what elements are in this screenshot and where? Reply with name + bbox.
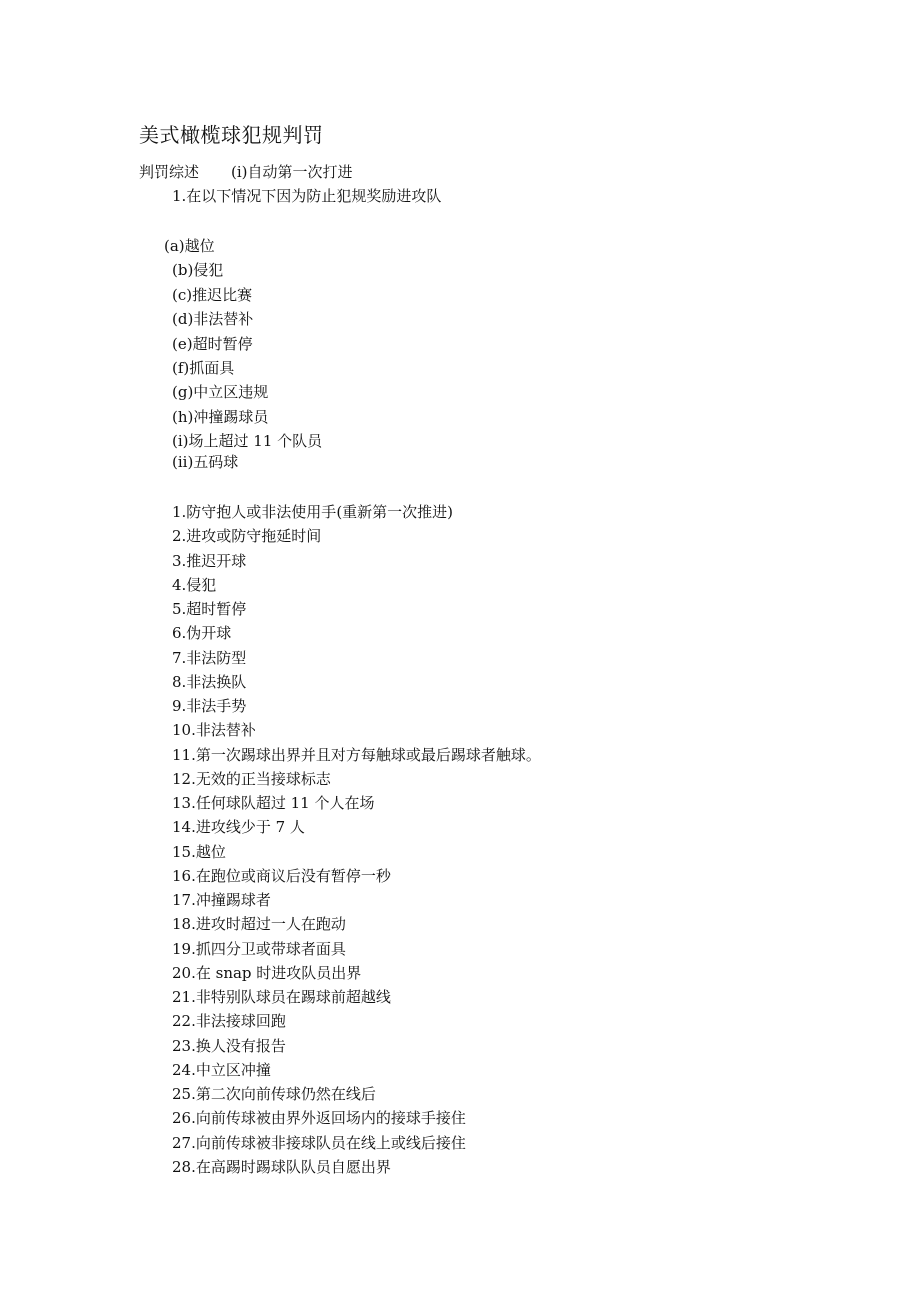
list-item: (i)场上超过 11 个队员 [172, 432, 323, 451]
list-item: 28.在高踢时踢球队队员自愿出界 [172, 1157, 391, 1176]
list-item: 1.防守抱人或非法使用手(重新第一次推进) [172, 503, 454, 521]
list-item: 3.推迟开球 [172, 551, 247, 570]
offense-first-down-list [164, 234, 323, 454]
list-item: (b)侵犯 [172, 261, 224, 280]
intro-text: 1.在以下情况下因为防止犯规奖励进攻队 [172, 187, 442, 205]
list-item: 14.进攻线少于 7 人 [172, 818, 305, 837]
list-item: (a)越位 [164, 237, 215, 255]
list-item: 7.非法防型 [172, 648, 247, 667]
list-item: 13.任何球队超过 11 个人在场 [172, 794, 375, 812]
list-item: 15.越位 [172, 842, 226, 861]
list-item: (g)中立区违规 [172, 383, 269, 402]
list-item: 26.向前传球被由界外返回场内的接球手接住 [172, 1109, 466, 1128]
list-item: 11.第一次踢球出界并且对方每触球或最后踢球者触球。 [172, 745, 541, 764]
overview-heading-line [139, 162, 353, 182]
list-item: 16.在跑位或商议后没有暂停一秒 [172, 866, 391, 885]
list-item: 4.侵犯 [172, 575, 217, 594]
list-item: 9.非法手势 [172, 697, 247, 715]
list-item: 21.非特别队球员在踢球前超越线 [172, 988, 391, 1006]
list-item: (c)推迟比赛 [172, 285, 253, 304]
list-item: 6.伪开球 [172, 624, 232, 643]
list-item: 5.超时暂停 [172, 600, 247, 618]
section-ii-label: (ii)五码球 [172, 453, 239, 471]
page-title: 美式橄榄球犯规判罚 [139, 123, 324, 147]
list-item: 27.向前传球被非接球队员在线上或线后接住 [172, 1133, 466, 1152]
list-item: (h)冲撞踢球员 [172, 407, 269, 426]
list-item: 8.非法换队 [172, 672, 247, 691]
overview-heading: 判罚综述 [139, 163, 200, 181]
list-item: 22.非法接球回跑 [172, 1012, 286, 1031]
list-item: 24.中立区冲撞 [172, 1060, 271, 1079]
list-item: (e)超时暂停 [172, 334, 253, 353]
five-yard-penalty-list [172, 500, 541, 1179]
list-item: (d)非法替补 [172, 310, 254, 329]
list-item: 19.抓四分卫或带球者面具 [172, 939, 346, 958]
list-item: 23.换人没有报告 [172, 1036, 286, 1055]
list-item: (f)抓面具 [172, 358, 235, 377]
list-item: 10.非法替补 [172, 721, 256, 740]
list-item: 20.在 snap 时进攻队员出界 [172, 963, 362, 982]
list-item: 2.进攻或防守拖延时间 [172, 527, 322, 546]
list-item: 18.进攻时超过一人在跑动 [172, 915, 346, 934]
list-item: 25.第二次向前传球仍然在线后 [172, 1085, 376, 1103]
list-item: 17.冲撞踢球者 [172, 891, 271, 909]
list-item: 12.无效的正当接球标志 [172, 769, 331, 788]
section-i-label: (i)自动第一次打进 [231, 163, 353, 181]
